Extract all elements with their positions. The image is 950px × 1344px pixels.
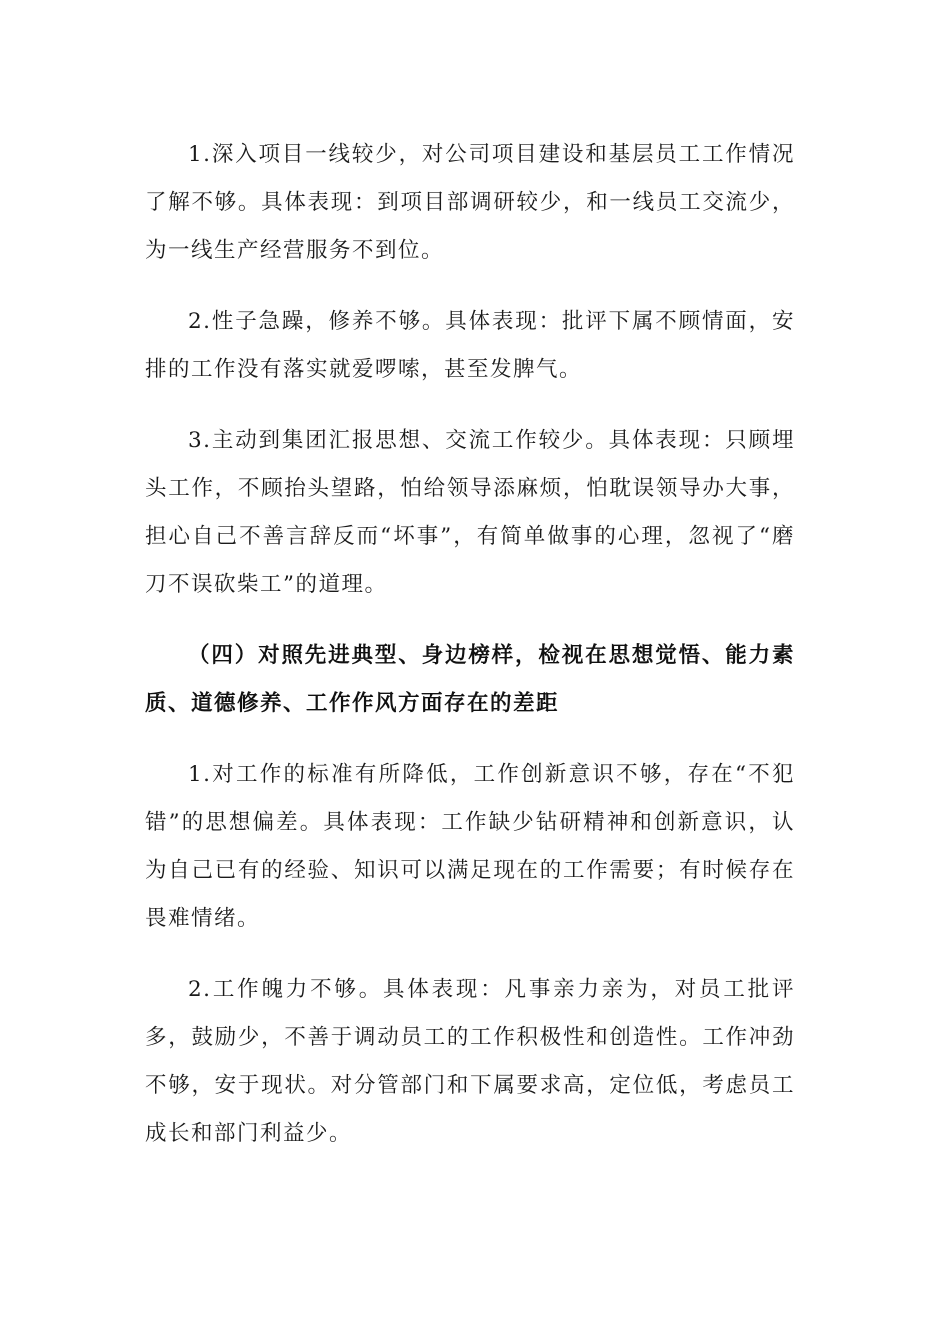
document-body — [145, 131, 795, 1181]
paragraph-5: 2.工作魄力不够。具体表现：凡事亲力亲为，对员工批评多，鼓励少，不善于调动员工的工作积极性和创造性。工作冲劲不够，安于现状。对分管部门和下属要求高，定位低，考虑员工成长和部门利益少。 — [145, 977, 795, 1146]
paragraph-3: 3.主动到集团汇报思想、交流工作较少。具体表现：只顾埋头工作，不顾抬头望路，怕给领导添麻烦，怕耽误领导办大事，担心自己不善言辞反而“坏事”，有简单做事的心理，忽视了“磨刀不误砍柴工”的道理。 — [145, 428, 795, 597]
paragraph-1: 1.深入项目一线较少，对公司项目建设和基层员工工作情况了解不够。具体表现：到项目部调研较少，和一线员工交流少，为一线生产经营服务不到位。 — [145, 142, 795, 263]
paragraph-2: 2.性子急躁，修养不够。具体表现：批评下属不顾情面，安排的工作没有落实就爱啰嗦，甚至发脾气。 — [145, 309, 795, 382]
section-heading: （四）对照先进典型、身边榜样，检视在思想觉悟、能力素质、道德修养、工作作风方面存在的差距 — [145, 643, 795, 716]
paragraph-4: 1.对工作的标准有所降低，工作创新意识不够，存在“不犯错”的思想偏差。具体表现：工作缺少钻研精神和创新意识，认为自己已有的经验、知识可以满足现在的工作需要；有时候存在畏难情绪。 — [145, 762, 795, 931]
